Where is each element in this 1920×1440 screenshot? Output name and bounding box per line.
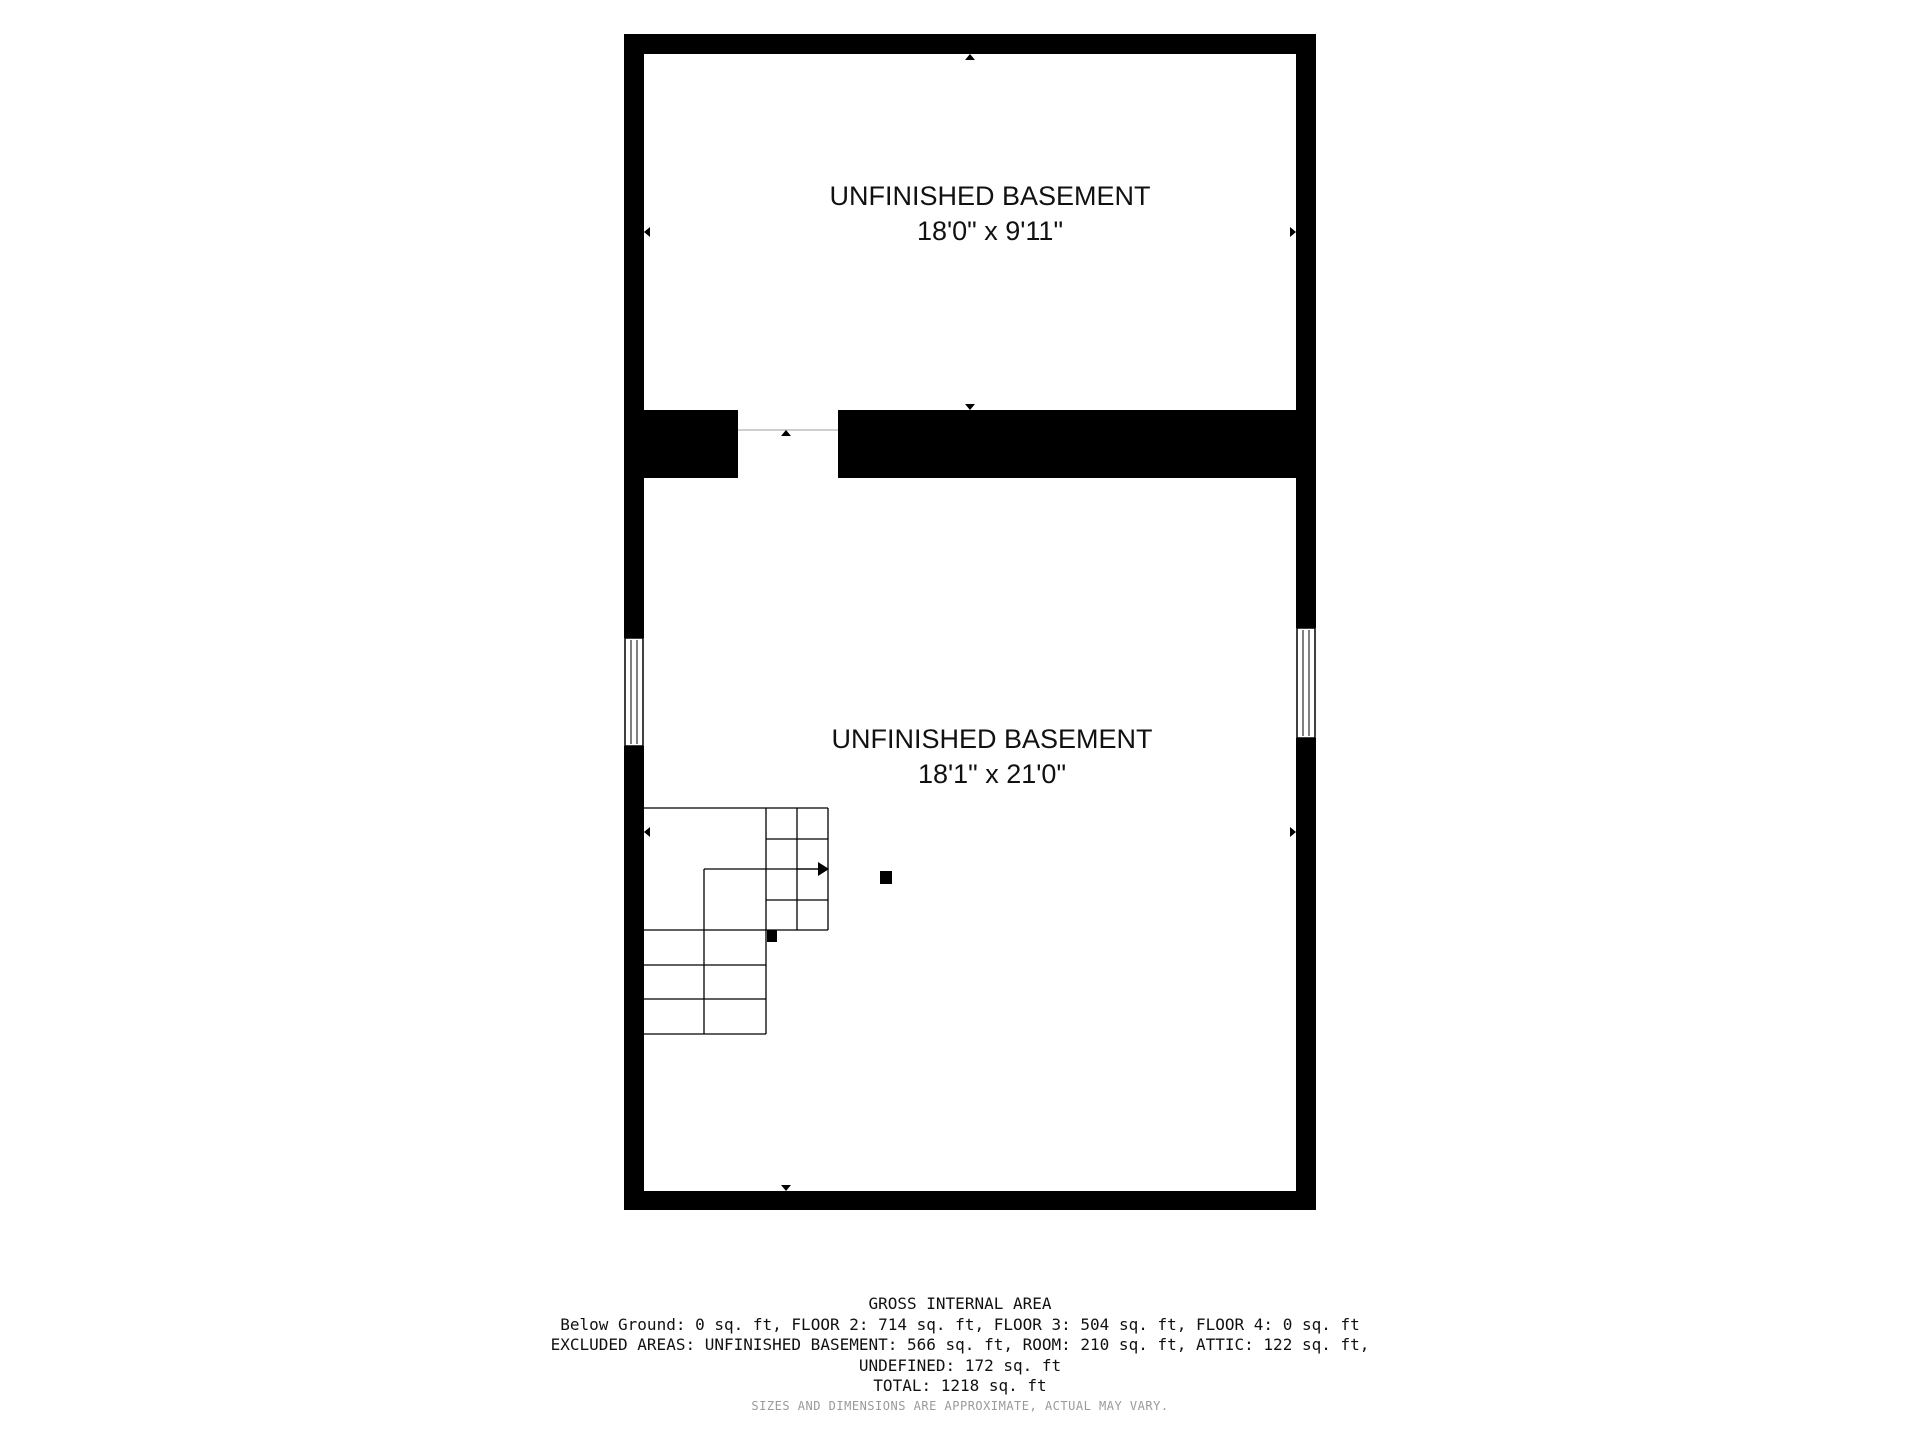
- area-summary-floors: Below Ground: 0 sq. ft, FLOOR 2: 714 sq. ft, FLOOR 3: 504 sq. ft, FLOOR 4: 0 sq. ft: [560, 1314, 1360, 1334]
- area-summary-total: TOTAL: 1218 sq. ft: [873, 1376, 1047, 1395]
- room-label-upper-dimensions: 18'0" x 9'11": [916, 216, 1064, 246]
- area-summary-excluded: EXCLUDED AREAS: UNFINISHED BASEMENT: 566 sq. ft, ROOM: 210 sq. ft, ATTIC: 122 sq. ft,: [550, 1335, 1370, 1354]
- outer-wall-left-upper: [624, 34, 644, 638]
- doorway-marker: [781, 430, 791, 436]
- outer-wall-right-lower: [1296, 738, 1316, 1210]
- outer-wall-right-upper: [1296, 34, 1316, 628]
- outer-wall-top: [624, 34, 1316, 54]
- room-label-lower-dimensions: 18'1" x 21'0": [917, 759, 1067, 789]
- interior-wall-left: [644, 410, 738, 478]
- room-label-lower-name: UNFINISHED BASEMENT: [831, 724, 1153, 754]
- area-summary: [0, 1294, 1920, 1415]
- stair-post: [767, 930, 777, 942]
- area-summary-disclaimer: SIZES AND DIMENSIONS ARE APPROXIMATE, ACTUAL MAY VARY.: [751, 1398, 1169, 1413]
- room-label-upper-name: UNFINISHED BASEMENT: [829, 181, 1151, 211]
- outer-wall-left-lower: [624, 746, 644, 1210]
- area-summary-undefined: UNDEFINED: 172 sq. ft: [858, 1355, 1062, 1375]
- window-left: [625, 638, 643, 746]
- support-post: [880, 871, 892, 884]
- area-summary-heading: GROSS INTERNAL AREA: [868, 1294, 1052, 1313]
- outer-wall-bottom: [624, 1191, 1316, 1210]
- window-right: [1297, 628, 1315, 738]
- interior-wall-right: [838, 410, 1296, 478]
- staircase: [644, 808, 828, 1034]
